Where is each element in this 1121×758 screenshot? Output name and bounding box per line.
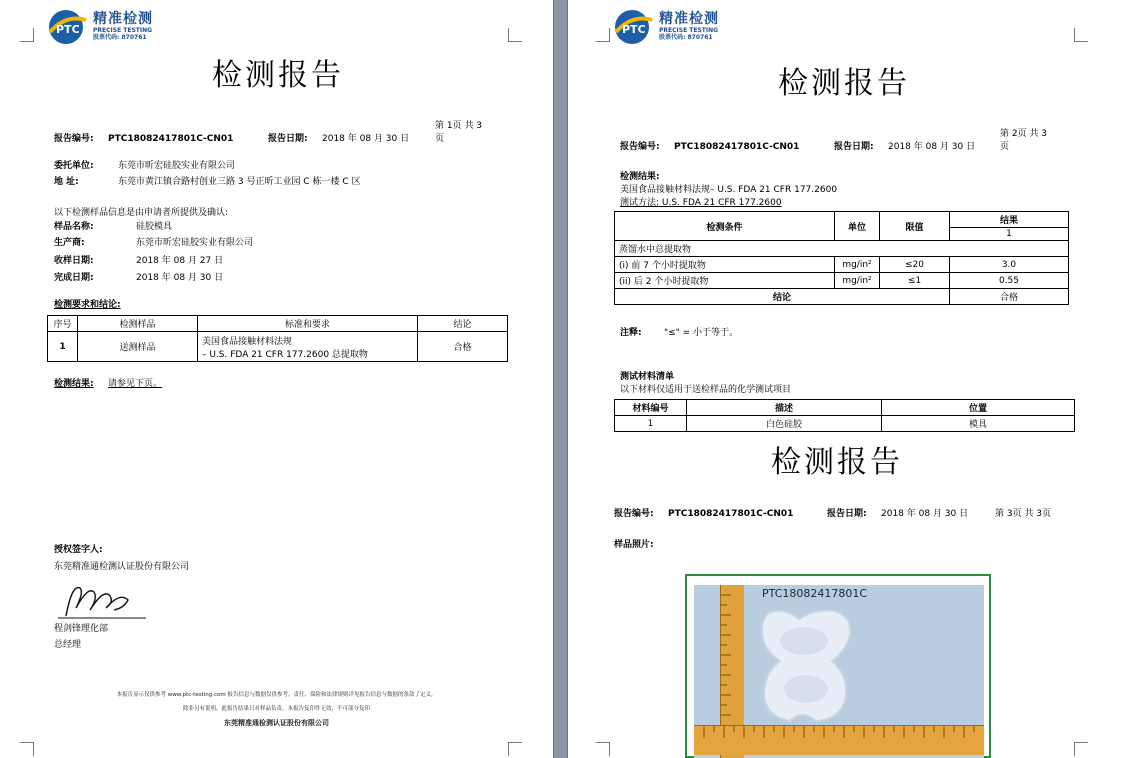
cell-location: 模具 <box>882 416 1075 432</box>
cell-unit: mg/in² <box>835 273 880 289</box>
standard-line-1: 美国食品接触材料法规 <box>202 336 293 347</box>
table-header: 材料编号 <box>615 400 687 416</box>
brand-en: PRECISE TESTING <box>659 26 719 34</box>
row-standard <box>198 332 418 362</box>
page-title: 检测报告 <box>778 66 910 101</box>
result-label: 检测结果: <box>54 379 94 389</box>
report-no-label: 报告编号: <box>620 142 660 152</box>
signatory-label: 授权签字人: <box>54 545 103 555</box>
report-date-label: 报告日期: <box>834 142 874 152</box>
manufacturer-label: 生产商: <box>54 238 85 248</box>
test-method: 测试方法: U.S. FDA 21 CFR 177.2600 <box>620 198 782 208</box>
ruler-horizontal <box>694 725 984 755</box>
page3-report-date-label: 报告日期: <box>827 509 867 519</box>
crop-mark <box>20 742 34 756</box>
table-row <box>615 273 1069 289</box>
page3-report-no-label: 报告编号: <box>614 509 654 519</box>
completed-label: 完成日期: <box>54 273 94 283</box>
page3-report-no: PTC18082417801C-CN01 <box>668 509 794 519</box>
page-info: 第 2页 共 3 <box>1000 129 1048 139</box>
report-date: 2018 年 08 月 30 日 <box>322 134 410 144</box>
row-no: 1 <box>48 332 78 362</box>
row-conclusion: 合格 <box>418 332 508 362</box>
cell-unit: mg/in² <box>835 257 880 273</box>
note-text: "≤" = 小于等于。 <box>664 328 739 338</box>
requirements-table <box>47 315 508 362</box>
svg-text:PTC: PTC <box>56 23 80 36</box>
footer-line-2: 除非另有说明，此报告结果只对样品负责。本报告复印件无效，不可部分复印 <box>182 706 370 712</box>
table-row <box>615 416 1075 432</box>
page3-report-date: 2018 年 08 月 30 日 <box>881 509 969 519</box>
page-info: 第 1页 共 3 <box>435 121 483 131</box>
brand-en: PRECISE TESTING <box>93 26 153 34</box>
table-header: 检测条件 <box>615 212 835 241</box>
material-intro: 以下材料仅适用于送检样品的化学测试项目 <box>620 385 792 395</box>
signer-name: 程剑锋理化部 <box>54 624 109 634</box>
intro-text: 以下检测样品信息是由申请者所提供及确认: <box>54 208 229 218</box>
ptc-logo-mark <box>610 6 656 46</box>
results-table <box>614 211 1069 305</box>
svg-text:PTC: PTC <box>622 23 646 36</box>
table-row <box>48 332 508 362</box>
received-label: 收样日期: <box>54 256 94 266</box>
table-header: 标准和要求 <box>198 316 418 332</box>
conclusion-label: 结论 <box>615 289 950 305</box>
standard-line-2: – U.S. FDA 21 CFR 177.2600 总提取物 <box>202 349 368 360</box>
ptc-logo <box>610 6 719 46</box>
manufacturer: 东莞市昕宏硅胶实业有限公司 <box>136 238 254 248</box>
crop-mark <box>508 28 522 42</box>
footer-company: 东莞精准通检测认证股份有限公司 <box>224 719 329 727</box>
page3-title: 检测报告 <box>771 445 903 480</box>
table-header: 单位 <box>835 212 880 241</box>
result-number: 1 <box>950 228 1069 241</box>
cell-description: 白色硅胶 <box>687 416 882 432</box>
requirements-heading: 检测要求和结论: <box>54 300 121 310</box>
table-header: 结果 <box>950 212 1069 228</box>
table-header: 限值 <box>880 212 950 241</box>
signer-title: 总经理 <box>54 640 82 650</box>
photo-caption: PTC18082417801C <box>762 587 868 600</box>
report-no: PTC18082417801C-CN01 <box>108 134 234 144</box>
sample-name-label: 样品名称: <box>54 222 94 232</box>
brand-cn: 精准检测 <box>93 10 153 27</box>
ptc-logo-mark <box>44 6 90 46</box>
page-title: 检测报告 <box>212 58 344 93</box>
address: 东莞市黄江镇合路村创业三路 3 号正昕工业园 C 栋一楼 C 区 <box>118 177 361 187</box>
sample-photo-frame <box>685 574 991 758</box>
page-divider <box>553 0 568 758</box>
table-header: 序号 <box>48 316 78 332</box>
sample-name: 硅胶模具 <box>136 222 173 232</box>
cell-limit: ≤20 <box>880 257 950 273</box>
received-date: 2018 年 08 月 27 日 <box>136 256 224 266</box>
table-row <box>615 257 1069 273</box>
table-row <box>615 289 1069 305</box>
completed-date: 2018 年 08 月 30 日 <box>136 273 224 283</box>
page-info-suffix: 页 <box>435 134 445 144</box>
report-no-label: 报告编号: <box>54 134 94 144</box>
crop-mark <box>596 742 610 756</box>
result-heading: 检测结果: <box>620 172 660 182</box>
cell-limit: ≤1 <box>880 273 950 289</box>
photo-label: 样品照片: <box>614 540 654 550</box>
ptc-logo <box>44 6 153 46</box>
report-page-1 <box>0 0 553 758</box>
stock-code: 股票代码: 870761 <box>93 33 147 41</box>
silicone-mold-image <box>754 605 864 725</box>
note-label: 注释: <box>620 328 642 338</box>
client-label: 委托单位: <box>54 161 94 171</box>
page-info-suffix: 页 <box>1000 142 1010 152</box>
conclusion-value: 合格 <box>950 289 1069 305</box>
crop-mark <box>508 742 522 756</box>
signature <box>58 578 148 626</box>
footer-line-1: 本报告显示仅供参考 www.ptc-testing.com 报告信息与数据仅供参考。责任、保险和法律规则详见报告信息与数据的条款了定义。 <box>116 692 437 698</box>
company-name: 东莞精准通检测认证股份有限公司 <box>54 562 190 572</box>
table-header: 描述 <box>687 400 882 416</box>
brand-cn: 精准检测 <box>659 10 719 27</box>
cell-result: 3.0 <box>950 257 1069 273</box>
material-heading: 测试材料清单 <box>620 372 675 382</box>
address-label: 地 址: <box>54 177 79 187</box>
section-row: 蒸馏水中总提取物 <box>615 241 1069 257</box>
row-sample: 送测样品 <box>78 332 198 362</box>
crop-mark <box>596 28 610 42</box>
client: 东莞市昕宏硅胶实业有限公司 <box>118 161 236 171</box>
cell-condition: (i) 前 7 个小时提取物 <box>615 257 835 273</box>
material-table <box>614 399 1075 432</box>
cell-material-no: 1 <box>615 416 687 432</box>
stock-code: 股票代码: 870761 <box>659 33 713 41</box>
cell-condition: (ii) 后 2 个小时提取物 <box>615 273 835 289</box>
table-header: 结论 <box>418 316 508 332</box>
crop-mark <box>1074 742 1088 756</box>
result-text: 请参见下页。 <box>108 379 163 389</box>
crop-mark <box>20 28 34 42</box>
report-date-label: 报告日期: <box>268 134 308 144</box>
table-header: 位置 <box>882 400 1075 416</box>
table-header: 检测样品 <box>78 316 198 332</box>
page3-page-info: 第 3页 共 3页 <box>995 509 1052 519</box>
report-no: PTC18082417801C-CN01 <box>674 142 800 152</box>
regulation: 美国食品接触材料法规– U.S. FDA 21 CFR 177.2600 <box>620 185 838 195</box>
sample-photo <box>694 585 984 758</box>
crop-mark <box>1074 28 1088 42</box>
report-date: 2018 年 08 月 30 日 <box>888 142 976 152</box>
cell-result: 0.55 <box>950 273 1069 289</box>
